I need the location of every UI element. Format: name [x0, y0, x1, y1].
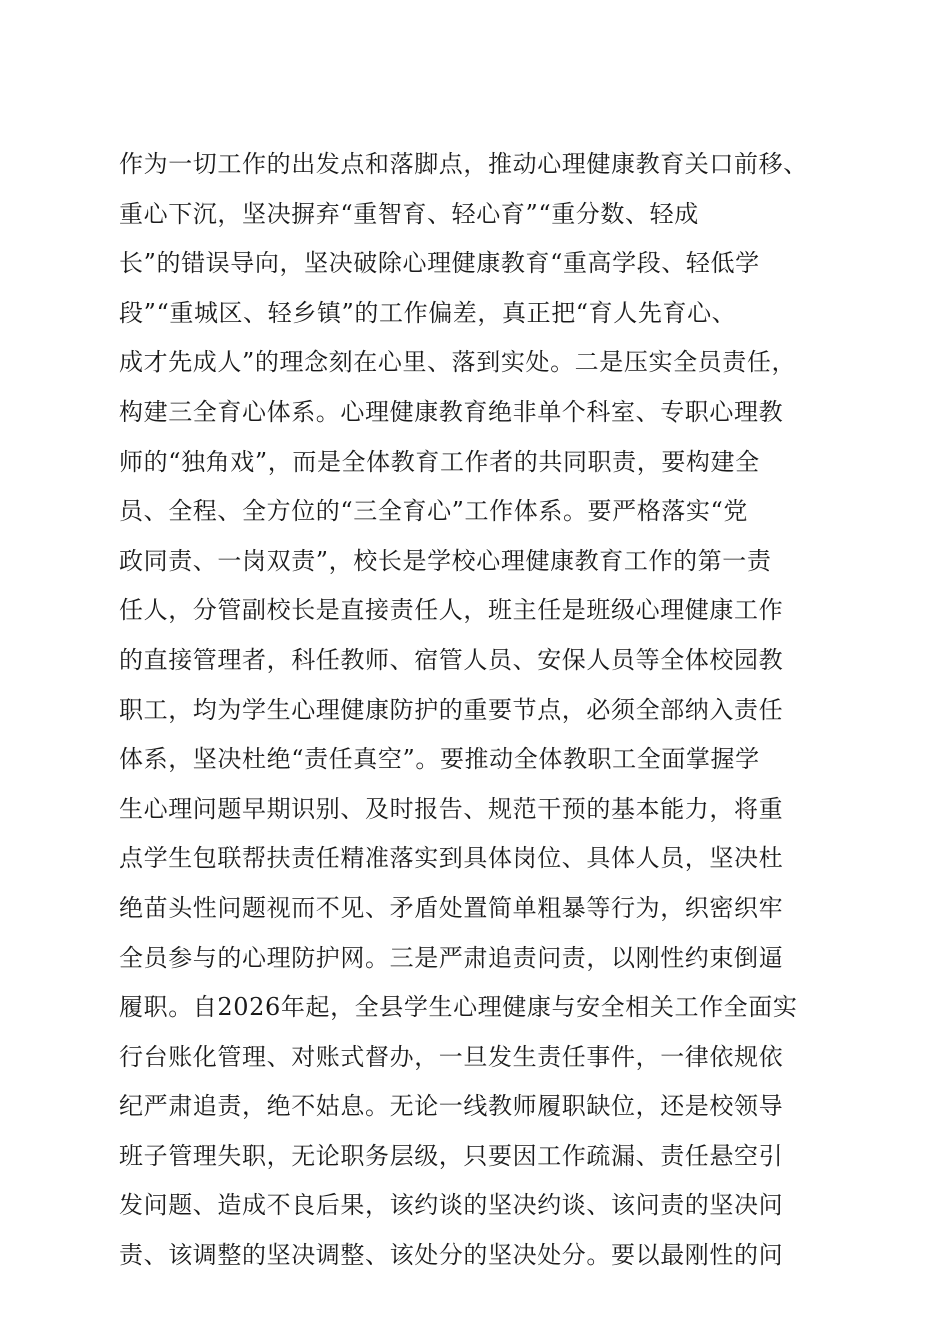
text-line: 纪严肃追责，绝不姑息。无论一线教师履职缺位，还是校领导: [119, 1092, 784, 1121]
text-line: 班子管理失职，无论职务层级，只要因工作疏漏、责任悬空引: [119, 1141, 784, 1170]
text-line: 职工，均为学生心理健康防护的重要节点，必须全部纳入责任: [119, 695, 784, 724]
text-line: 绝苗头性问题视而不见、矛盾处置简单粗暴等行为，织密织牢: [119, 893, 784, 922]
text-line: 员、全程、全方位的“三全育心”工作体系。要严格落实“党: [119, 497, 749, 526]
text-line: 重心下沉，坚决摒弃“重智育、轻心育”“重分数、轻成: [119, 199, 699, 228]
text-line: 全员参与的心理防护网。三是严肃追责问责，以刚性约束倒逼: [119, 943, 784, 972]
text-line: 履职。自2026年起，全县学生心理健康与安全相关工作全面实: [119, 993, 798, 1022]
text-line: 成才先成人”的理念刻在心里、落到实处。二是压实全员责任，: [119, 348, 797, 377]
text-line: 生心理问题早期识别、及时报告、规范干预的基本能力，将重: [119, 794, 784, 823]
text-line: 构建三全育心体系。心理健康教育绝非单个科室、专职心理教: [119, 397, 784, 426]
text-line: 师的“独角戏”，而是全体教育工作者的共同职责，要构建全: [119, 447, 760, 476]
text-line: 行台账化管理、对账式督办，一旦发生责任事件，一律依规依: [119, 1042, 784, 1071]
text-line: 的直接管理者，科任教师、宿管人员、安保人员等全体校园教: [119, 645, 784, 674]
document-body-text: [119, 140, 839, 1281]
text-line: 作为一切工作的出发点和落脚点，推动心理健康教育关口前移、: [119, 150, 808, 178]
text-line: 段”“重城区、轻乡镇”的工作偏差，真正把“育人先育心、: [119, 298, 737, 327]
text-line: 任人，分管副校长是直接责任人，班主任是班级心理健康工作: [119, 596, 784, 625]
text-line: 体系，坚决杜绝“责任真空”。要推动全体教职工全面掌握学: [119, 745, 760, 774]
text-line: 责、该调整的坚决调整、该处分的坚决处分。要以最刚性的问: [119, 1241, 784, 1270]
text-line: 政同责、一岗双责”，校长是学校心理健康教育工作的第一责: [119, 546, 772, 575]
text-line: 长”的错误导向，坚决破除心理健康教育“重高学段、轻低学: [119, 249, 760, 278]
text-line: 发问题、造成不良后果，该约谈的坚决约谈、该问责的坚决问: [119, 1191, 784, 1220]
text-line: 点学生包联帮扶责任精准落实到具体岗位、具体人员，坚决杜: [119, 844, 784, 873]
